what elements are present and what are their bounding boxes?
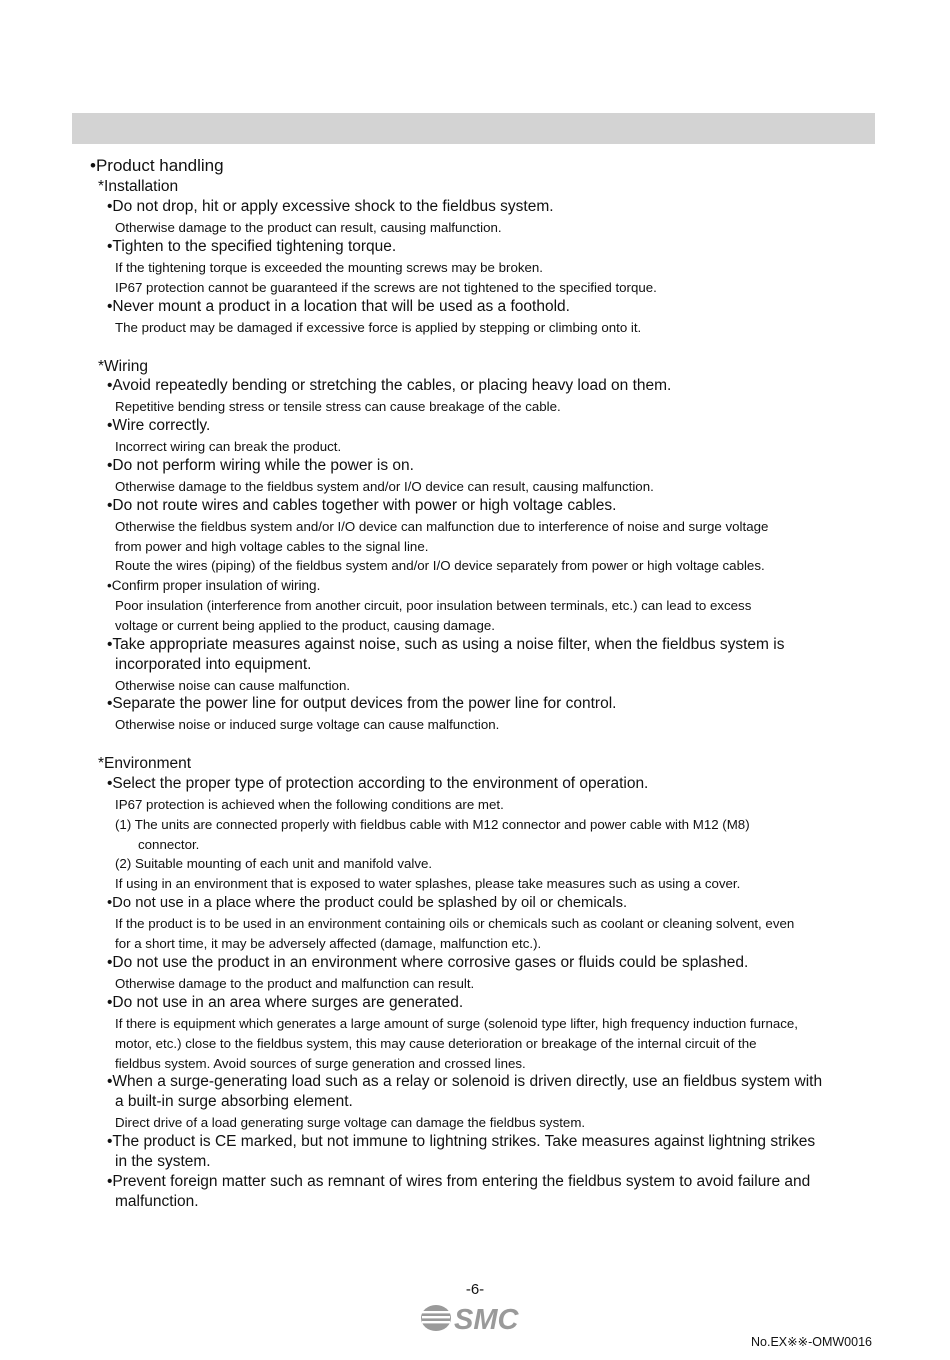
wiring-note: voltage or current being applied to the product, causing damage. [115,618,495,633]
environment-note: IP67 protection is achieved when the following conditions are met. [115,797,504,812]
environment-item: •Do not use in a place where the product could be splashed by oil or chemicals. [107,895,628,911]
wiring-note: from power and high voltage cables to the signal line. [115,539,429,554]
installation-item: •Tighten to the specified tightening torque. [107,238,397,255]
environment-note: connector. [138,837,200,852]
header-bar [72,113,875,144]
environment-item-continued: a built-in surge absorbing element. [115,1093,353,1110]
environment-note: motor, etc.) close to the fieldbus system, this may cause deterioration or breakage of the internal circuit of the [115,1036,757,1051]
environment-note: Otherwise damage to the product and malfunction can result. [115,976,475,991]
wiring-item: •Avoid repeatedly bending or stretching the cables, or placing heavy load on them. [107,377,672,394]
environment-title: *Environment [98,755,192,772]
environment-item: •Select the proper type of protection according to the environment of operation. [107,775,649,792]
environment-note: for a short time, it may be adversely affected (damage, malfunction etc.). [115,936,542,951]
wiring-note: Otherwise noise or induced surge voltage can cause malfunction. [115,717,500,732]
wiring-note: Poor insulation (interference from another circuit, poor insulation between terminals, etc.) can lead to excess [115,598,752,613]
environment-item: •When a surge-generating load such as a relay or solenoid is driven directly, use an fieldbus system with [107,1073,823,1090]
logo-text: SMC [454,1304,519,1334]
environment-note: fieldbus system. Avoid sources of surge generation and crossed lines. [115,1056,526,1071]
wiring-item: •Do not route wires and cables together with power or high voltage cables. [107,497,617,514]
environment-note: Direct drive of a load generating surge voltage can damage the fieldbus system. [115,1115,586,1130]
wiring-title: *Wiring [98,358,148,375]
installation-note: The product may be damaged if excessive force is applied by stepping or climbing onto it. [115,320,642,335]
installation-item: •Never mount a product in a location that will be used as a foothold. [107,298,570,315]
wiring-note: Otherwise damage to the fieldbus system and/or I/O device can result, causing malfunction. [115,479,654,494]
environment-note: (1) The units are connected properly with fieldbus cable with M12 connector and power cable with M12 (M8) [115,817,750,832]
wiring-note: Incorrect wiring can break the product. [115,439,342,454]
wiring-item: •Take appropriate measures against noise, such as using a noise filter, when the fieldbus system is [107,636,785,653]
installation-item: •Do not drop, hit or apply excessive shock to the fieldbus system. [107,198,554,215]
environment-note: If the product is to be used in an environment containing oils or chemicals such as coolant or cleaning solvent, even [115,916,795,931]
environment-item: •The product is CE marked, but not immune to lightning strikes. Take measures against lightning strikes [107,1133,816,1150]
environment-note: (2) Suitable mounting of each unit and manifold valve. [115,856,433,871]
environment-item-continued: malfunction. [115,1193,199,1210]
installation-title: *Installation [98,178,179,195]
section-title: •Product handling [90,156,224,175]
environment-item: •Do not use the product in an environment where corrosive gases or fluids could be splashed. [107,954,749,971]
environment-note: If there is equipment which generates a large amount of surge (solenoid type lifter, high frequency induction furnace, [115,1016,798,1031]
wiring-note: Route the wires (piping) of the fieldbus system and/or I/O device separately from power or high voltage cables. [115,558,765,573]
installation-note: IP67 protection cannot be guaranteed if the screws are not tightened to the specified torque. [115,280,657,295]
wiring-item: •Confirm proper insulation of wiring. [107,578,321,593]
environment-note: If using in an environment that is exposed to water splashes, please take measures such as using a cover. [115,876,741,891]
wiring-item: •Separate the power line for output devices from the power line for control. [107,695,617,712]
environment-item-continued: in the system. [115,1153,211,1170]
wiring-note: Repetitive bending stress or tensile stress can cause breakage of the cable. [115,399,561,414]
installation-note: If the tightening torque is exceeded the mounting screws may be broken. [115,260,543,275]
document-number: No.EX※※-OMW0016 [751,1335,872,1349]
smc-logo [420,1302,532,1334]
wiring-item-continued: incorporated into equipment. [115,656,312,673]
page-number: -6- [465,1281,485,1298]
installation-note: Otherwise damage to the product can result, causing malfunction. [115,220,502,235]
wiring-note: Otherwise the fieldbus system and/or I/O device can malfunction due to interference of noise and surge voltage [115,519,769,534]
environment-item: •Do not use in an area where surges are generated. [107,994,464,1011]
wiring-item: •Do not perform wiring while the power is on. [107,457,414,474]
wiring-note: Otherwise noise can cause malfunction. [115,678,351,693]
environment-item: •Prevent foreign matter such as remnant of wires from entering the fieldbus system to avoid failure and [107,1173,811,1190]
wiring-item: •Wire correctly. [107,417,211,434]
